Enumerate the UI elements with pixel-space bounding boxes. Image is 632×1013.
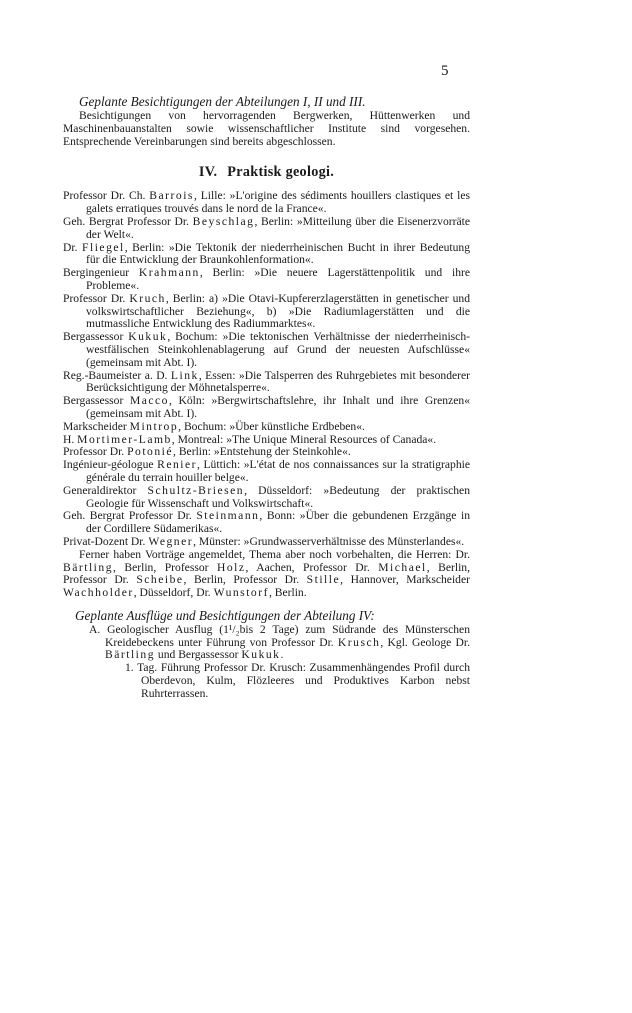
lecture-entry: Geh. Bergrat Professor Dr. Steinmann, Bonn: »Über die gebundenen Erzgänge in der Cordillere Südamerikas«. xyxy=(63,509,471,536)
speaker-name: Steinmann xyxy=(196,509,260,523)
lecture-entry: Professor Dr. Potonié, Berlin: »Entstehung der Steinkohle«. xyxy=(63,445,351,459)
speaker-name: Potonié xyxy=(127,445,174,459)
lecture-entry: Professor Dr. Ch. Barrois, Lille: »L'origine des sédiments houillers clastiques et les galets erratiques trouvés dans le nord de la France«. xyxy=(63,189,470,216)
speaker-name: Fliegel xyxy=(82,240,125,254)
lecture-entry: Geh. Bergrat Professor Dr. Beyschlag, Berlin: »Mitteilung über die Eisenerzvorräte der Welt«. xyxy=(63,214,471,241)
speaker-name: Macco xyxy=(129,394,169,408)
section-title xyxy=(63,164,470,181)
lecture-entry: Generaldirektor Schultz-Briesen, Düsseldorf: »Bedeutung der praktischen Geologie für Wissenschaft und Volkswirtschaft«. xyxy=(63,483,470,510)
lecture-entry: Markscheider Mintrop, Bochum: »Über künstliche Erdbeben«. xyxy=(63,419,365,433)
excursion-day-1: 1. Tag. Führung Professor Dr. Krusch: Zusammenhängendes Profil durch Oberdevon, Kulm, Flözleeres und Produktives Karbon nebst Ruhrterrassen. xyxy=(125,661,470,700)
section-number: IV. xyxy=(198,164,218,181)
speaker-name: Barrois xyxy=(149,189,194,203)
lecture-entry: Reg.-Baumeister a. D. Link, Essen: »Die Talsperren des Ruhrgebietes mit besonderer Berücksichtigung der Möhnetalsperre«. xyxy=(63,368,471,395)
speaker-name: Beyschlag xyxy=(192,214,255,228)
planned-visits-heading: Geplante Besichtigungen der Abteilungen I, II und III. xyxy=(79,94,366,109)
speaker-name: Kruch xyxy=(129,291,166,305)
lecture-entry: Dr. Fliegel, Berlin: »Die Tektonik der niederrheinischen Bucht in ihrer Bedeutung für die Entwicklung der Braunkohlenformation«. xyxy=(63,240,470,267)
speaker-name: Kukuk xyxy=(128,330,168,344)
planned-visits-text: Besichtigungen von hervorragenden Bergwerken, Hüttenwerken und Maschinenbauanstalten sowie wissenschaftlicher Institute sind vorgesehen. Entsprechende Vereinbarungen sind bereits abgeschlossen. xyxy=(63,109,470,148)
lecture-entry: H. Mortimer-Lamb, Montreal: »The Unique Mineral Resources of Canada«. xyxy=(63,432,437,446)
lecture-entry: Professor Dr. Kruch, Berlin: a) »Die Otavi-Kupfererzlagerstätten in genetischer und volkswirtschaftlicher Beziehung«, b) »Die Radiumlagerstätten und die mutmassliche Entwicklung des Radiummarktes«. xyxy=(63,291,470,331)
lecture-list xyxy=(63,190,470,548)
excursions-heading: Geplante Ausflüge und Besichtigungen der Abteilung IV: xyxy=(75,607,375,623)
speaker-name: Mortimer-Lamb xyxy=(77,432,172,446)
page-number: 5 xyxy=(441,63,449,79)
page-content xyxy=(63,94,470,701)
speaker-name: Wegner xyxy=(148,534,194,548)
lecture-entry: Bergassessor Macco, Köln: »Bergwirtschaftslehre, ihr Inhalt und ihre Grenzen« (gemeinsam mit Abt. I). xyxy=(63,394,470,420)
further-speakers: Ferner haben Vorträge angemeldet, Thema aber noch vorbehalten, die Herren: Dr. Bärtling, Berlin, Professor Holz, Aachen, Professor Dr. Michael, Berlin, Professor Dr. Scheibe, Berlin, Professor Dr. Stille, Hannover, Markscheider Wachholder, Düsseldorf, Dr. Wunstorf, Berlin. xyxy=(63,547,470,600)
speaker-name: Mintrop xyxy=(129,419,179,433)
lecture-entry: Bergingenieur Krahmann, Berlin: »Die neuere Lagerstättenpolitik und ihre Probleme«. xyxy=(63,266,470,292)
speaker-name: Link xyxy=(170,368,199,382)
lecture-entry: Bergassessor Kukuk, Bochum: »Die tektonischen Verhältnisse der niederrheinisch-westfälischen Steinkohlenablagerung auf Grund der neuesten Aufschlüsse« (gemeinsam mit Abt. I). xyxy=(63,330,470,369)
lecture-entry: Ingénieur-géologue Renier, Lüttich: »L'état de nos connaissances sur la stratigraphie générale du terrain houiller belge«. xyxy=(63,458,470,484)
lecture-entry: Privat-Dozent Dr. Wegner, Münster: »Grundwasserverhältnisse des Münsterlandes«. xyxy=(63,534,465,548)
speaker-name: Renier xyxy=(157,458,198,472)
excursion-a: A. Geologischer Ausflug (1¹/₂bis 2 Tage) zum Südrande des Münsterschen Kreidebeckens unter Führung von Professor Dr. Krusch, Kgl. Geologe Dr. Bärtling und Bergassessor Kukuk. xyxy=(89,622,470,662)
section-name: Praktisk geologi. xyxy=(227,164,335,181)
speaker-name: Schultz-Briesen xyxy=(147,483,245,497)
speaker-name: Krahmann xyxy=(138,266,200,280)
